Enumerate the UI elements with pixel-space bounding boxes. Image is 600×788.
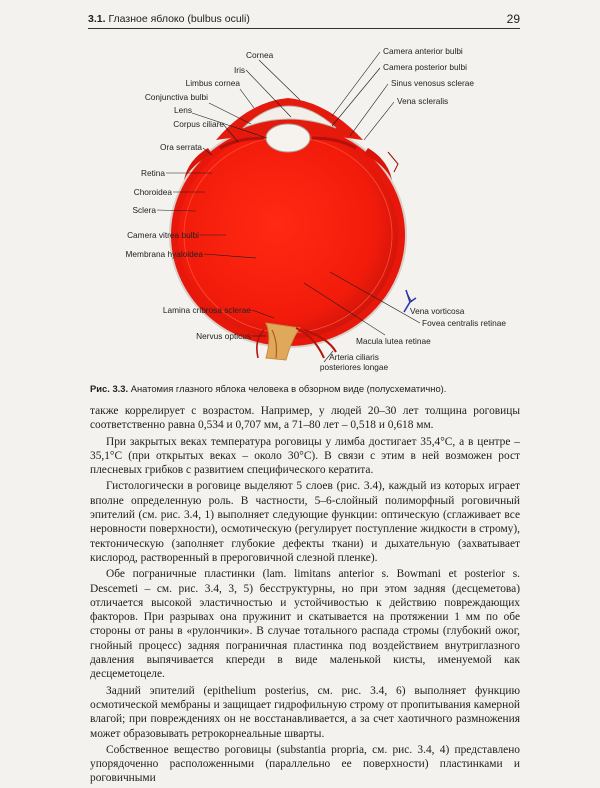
paragraph-5: Задний эпителий (epithelium posterius, см. рис. 3.4, 6) выполняет функцию осмотической мембраны и защищает гидрофильную строму от пропитывания камерной влагой; при повреждениях он не восстанавливается, а за счет хаотичного размножения может образовывать ретрокорнеальные шварты.: [90, 684, 520, 740]
paragraph-6: Собственное вещество роговицы (substantia propria, см. рис. 3.4, 4) представлено упорядоченно расположенными (параллельно ее поверхности) пластинками и роговичными: [90, 743, 520, 785]
eye-anatomy-figure: [88, 40, 520, 375]
label-retina: Retina: [141, 168, 165, 178]
section-heading: [88, 13, 250, 25]
label-vena-vorticosa: Vena vorticosa: [410, 306, 465, 316]
label-arteria-ciliaris: [294, 352, 414, 372]
label-ora-serrata: Ora serrata: [160, 142, 202, 152]
paragraph-4: Обе пограничные пластинки (lam. limitans anterior s. Bowmani et posterior s. Descemeti – см. рис. 3.4, 3, 5) бесструктурны, но при этом задняя (десцеметова) отличается высокой эластичностью и устойчивостью к действию повреждающих факторов. При разрывах она пружинит и скатывается на протяжении 1 мм по обе стороны от раны в «рулончики». В случае тотального распада стромы (глубокий ожог, гнойный процесс) задняя пограничная пластинка под воздействием внутриглазного давления выпячивается кпереди в виде маленькой кисты, именуемой как десцеметоцеле.: [90, 568, 520, 681]
label-vena-scleralis: Vena scleralis: [397, 96, 449, 106]
lens-shape: [266, 124, 310, 152]
section-title: Глазное яблоко (bulbus oculi): [108, 13, 250, 25]
paragraph-2: При закрытых веках температура роговицы у лимба достигает 35,4°С, а в центре – 35,1°С (при открытых веках – около 30°С). В связи с этим в ней возможен рост плесневых грибков с развитием специфического кератита.: [90, 435, 520, 477]
paragraph-1: также коррелирует с возрастом. Например, у людей 20–30 лет толщина роговицы соответственно равна 0,534 и 0,707 мм, а 71–80 лет – 0,518 и 0,618 мм.: [90, 405, 520, 432]
label-lamina-cribrosa-sclerae: Lamina cribrosa sclerae: [162, 305, 251, 315]
figure-caption: [90, 383, 520, 394]
label-fovea-centralis-retinae: Fovea centralis retinae: [422, 318, 506, 328]
label-cornea: Cornea: [246, 50, 274, 60]
page-number: 29: [506, 12, 520, 26]
label-camera-vitrea-bulbi: Camera vitrea bulbi: [127, 230, 199, 240]
label-sclera: Sclera: [132, 205, 156, 215]
label-nervus-opticus: Nervus opticus: [196, 331, 251, 341]
caption-label: Рис. 3.3.: [90, 383, 129, 394]
label-arteria-ciliaris-line1: Arteria ciliaris: [329, 352, 379, 362]
caption-text: Анатомия глазного яблока человека в обзорном виде (полусхематично).: [130, 383, 447, 394]
label-arteria-ciliaris-line2: posteriores longae: [319, 362, 389, 372]
section-number: 3.1.: [88, 13, 106, 25]
body-text: [90, 404, 520, 788]
label-conjunctiva-bulbi: Conjunctiva bulbi: [144, 92, 208, 102]
label-sinus-venosus-sclerae: Sinus venosus sclerae: [391, 78, 475, 88]
running-head: [88, 12, 520, 29]
vena-scleralis-vessel: [388, 152, 398, 172]
label-macula-lutea-retinae: Macula lutea retinae: [356, 336, 431, 346]
label-membrana-hyaloidea: Membrana hyaloidea: [125, 249, 203, 259]
paragraph-3: Гистологически в роговице выделяют 5 слоев (рис. 3.4), каждый из которых играет вполне определенную роль. В частности, 5–6-слойный полиморфный роговичный эпителий (см. рис. 3.4, 1) выполняет следующие функции: оптическую (сглаживает все неровности поверхности), осмотическую (регулирует поступление жидкости в строму), тектоническую (заполняет глубокие дефекты ткани) и дыхательную (захватывает кислород, растворенный в прероговичной слезной пленке).: [90, 480, 520, 564]
label-camera-anterior-bulbi: Camera anterior bulbi: [383, 46, 463, 56]
label-camera-posterior-bulbi: Camera posterior bulbi: [383, 62, 467, 72]
label-lens: Lens: [174, 105, 192, 115]
label-limbus-cornea: Limbus cornea: [185, 78, 240, 88]
label-corpus-ciliare: Corpus ciliare: [173, 119, 224, 129]
label-iris: Iris: [234, 65, 246, 75]
label-choroidea: Choroidea: [133, 187, 172, 197]
